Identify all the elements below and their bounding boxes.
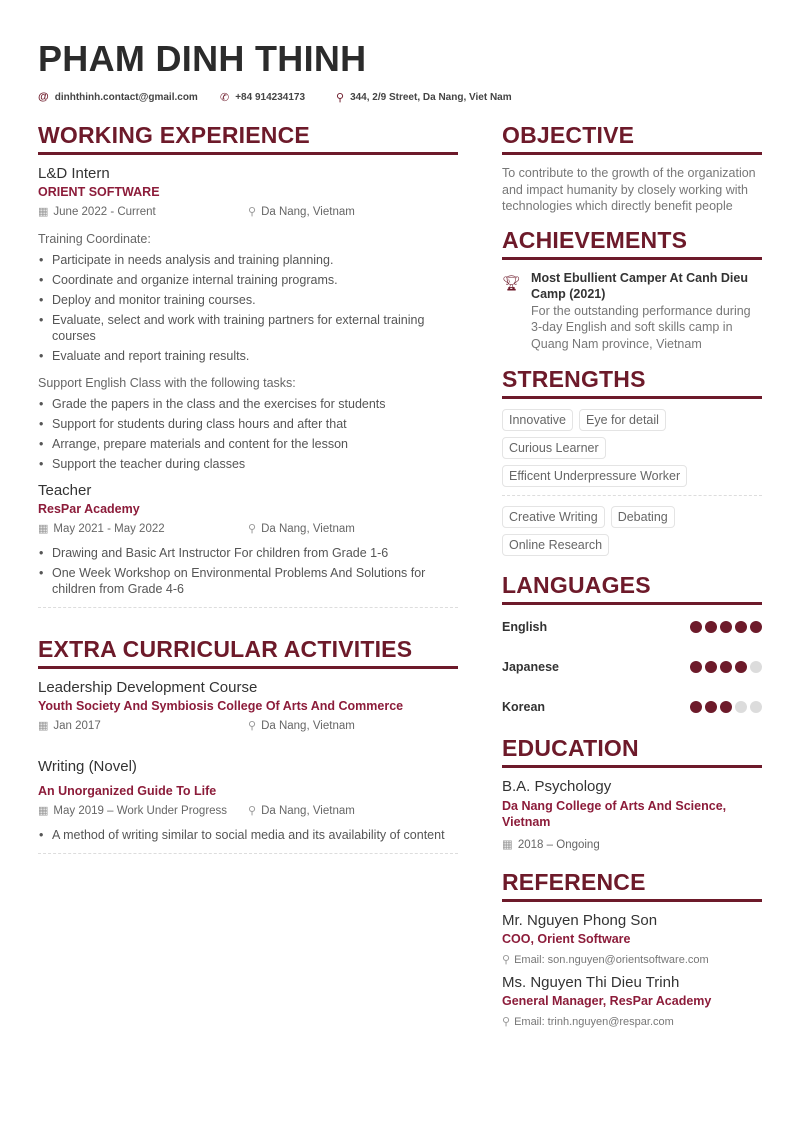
language-level [690, 661, 762, 673]
job-entry [38, 482, 458, 597]
location-pin-icon: ⚲ [248, 523, 257, 535]
language-name: Japanese [502, 659, 559, 674]
activity-location: Da Nang, Vietnam [261, 805, 355, 817]
job-role: L&D Intern [38, 165, 110, 182]
task-list [38, 252, 458, 364]
strength-tags [502, 409, 762, 487]
list-item: • Support for students during class hours and after that [38, 416, 458, 432]
address-text: 344, 2/9 Street, Da Nang, Viet Nam [350, 92, 512, 103]
reference-email-text: Email: trinh.nguyen@respar.com [514, 1016, 674, 1028]
task-group-title: Training Coordinate: [38, 232, 151, 246]
level-dot-filled [720, 701, 732, 713]
contact-email [38, 91, 198, 103]
location-pin-icon: ⚲ [502, 954, 511, 966]
calendar-icon: ▦ [38, 206, 49, 218]
calendar-icon: ▦ [38, 805, 49, 817]
calendar-icon: ▦ [502, 839, 513, 851]
activity-meta [38, 804, 458, 817]
job-date: May 2021 - May 2022 [53, 523, 165, 535]
achievement-desc: For the outstanding performance during 3-day English and soft skills camp in Quang Nam province, Vietnam [531, 303, 751, 351]
list-item: • Coordinate and organize internal training programs. [38, 272, 458, 288]
reference-position: General Manager, ResPar Academy [502, 994, 712, 1008]
language-row [502, 607, 762, 647]
list-item: • One Week Workshop on Environmental Problems And Solutions for children from Grade 4-6 [38, 565, 458, 597]
job-date: June 2022 - Current [53, 206, 156, 218]
activity-date: Jan 2017 [53, 720, 101, 732]
activity-meta [38, 719, 458, 732]
language-list [502, 607, 762, 727]
list-item: • A method of writing similar to social media and its availability of content [38, 827, 458, 843]
job-meta [38, 522, 458, 535]
reference-email [502, 953, 762, 966]
calendar-icon: ▦ [38, 523, 49, 535]
location-pin-icon: ⚲ [248, 720, 257, 732]
job-location: Da Nang, Vietnam [261, 206, 355, 218]
activity-org: Youth Society And Symbiosis College Of Arts And Commerce [38, 699, 404, 713]
contact-phone [220, 91, 305, 104]
achievement-item [502, 270, 762, 353]
activity-date: May 2019 – Work Under Progress [53, 805, 228, 817]
right-column [502, 122, 762, 1028]
reference-email-text: Email: son.nguyen@orientsoftware.com [514, 954, 709, 966]
reference-name: Ms. Nguyen Thi Dieu Trinh [502, 974, 680, 991]
activity-role: Writing (Novel) [38, 758, 137, 775]
level-dot-filled [750, 621, 762, 633]
strength-tag: Debating [611, 506, 675, 528]
language-row [502, 647, 762, 687]
list-item: • Deploy and monitor training courses. [38, 292, 458, 308]
left-column [38, 122, 458, 854]
level-dot-filled [705, 621, 717, 633]
list-item: • Drawing and Basic Art Instructor For children from Grade 1-6 [38, 545, 458, 561]
activity-role: Leadership Development Course [38, 679, 258, 696]
reference-name: Mr. Nguyen Phong Son [502, 912, 658, 929]
job-meta [38, 205, 458, 218]
section-title-working-experience: WORKING EXPERIENCE [38, 122, 458, 155]
job-role: Teacher [38, 482, 92, 499]
level-dot-empty [750, 661, 762, 673]
list-item: • Arrange, prepare materials and content for the lesson [38, 436, 458, 452]
strength-tag: Curious Learner [502, 437, 606, 459]
job-org: ResPar Academy [38, 502, 140, 516]
education-degree: B.A. Psychology [502, 778, 612, 795]
section-title-extra-curricular: EXTRA CURRICULAR ACTIVITIES [38, 636, 458, 669]
contact-address [336, 91, 512, 104]
activity-location: Da Nang, Vietnam [261, 720, 355, 732]
section-title-reference: REFERENCE [502, 869, 762, 902]
level-dot-empty [735, 701, 747, 713]
activity-entry [38, 679, 458, 732]
language-level [690, 621, 762, 633]
section-title-education: EDUCATION [502, 735, 762, 768]
education-meta [502, 837, 762, 851]
list-item: • Evaluate, select and work with training partners for external training courses [38, 312, 458, 344]
section-title-languages: LANGUAGES [502, 572, 762, 605]
level-dot-filled [690, 701, 702, 713]
location-pin-icon: ⚲ [502, 1016, 511, 1028]
section-title-achievements: ACHIEVEMENTS [502, 227, 762, 260]
strength-tag: Innovative [502, 409, 573, 431]
phone-icon: ✆ [220, 92, 230, 104]
section-title-strengths: STRENGTHS [502, 366, 762, 399]
language-level [690, 701, 762, 713]
list-item: • Grade the papers in the class and the exercises for students [38, 396, 458, 412]
divider [38, 607, 458, 608]
divider [38, 853, 458, 854]
task-list [38, 827, 458, 843]
task-list [38, 396, 458, 472]
location-pin-icon: ⚲ [336, 92, 345, 104]
email-text: dinhthinh.contact@gmail.com [54, 91, 198, 103]
activity-entry [38, 758, 458, 843]
task-list [38, 545, 458, 597]
job-entry [38, 165, 458, 472]
language-name: Korean [502, 699, 546, 714]
at-icon: @ [38, 91, 49, 103]
list-item: • Support the teacher during classes [38, 456, 458, 472]
level-dot-filled [735, 661, 747, 673]
candidate-name: PHAM DINH THINH [38, 38, 367, 79]
education-date: 2018 – Ongoing [517, 839, 600, 851]
level-dot-filled [705, 701, 717, 713]
location-pin-icon: ⚲ [248, 805, 257, 817]
reference-position: COO, Orient Software [502, 932, 631, 946]
task-group-title: Support English Class with the following tasks: [38, 376, 296, 390]
level-dot-filled [705, 661, 717, 673]
level-dot-filled [690, 661, 702, 673]
strength-tag: Creative Writing [502, 506, 605, 528]
level-dot-filled [690, 621, 702, 633]
language-name: English [502, 619, 548, 634]
divider [502, 495, 762, 496]
level-dot-empty [750, 701, 762, 713]
education-school: Da Nang College of Arts And Science, Vietnam [502, 799, 727, 829]
reference-entry [502, 974, 762, 1028]
level-dot-filled [735, 621, 747, 633]
objective-text: To contribute to the growth of the organization and impact humanity by closely working with technologies which directly benefit people [502, 166, 756, 213]
phone-text: +84 914234173 [235, 92, 306, 103]
reference-email [502, 1015, 762, 1028]
language-row [502, 687, 762, 727]
job-location: Da Nang, Vietnam [261, 523, 355, 535]
strength-tag: Efficent Underpressure Worker [502, 465, 687, 487]
activity-org: An Unorganized Guide To Life [38, 784, 217, 798]
job-org: ORIENT SOFTWARE [38, 185, 160, 199]
achievement-title: Most Ebullient Camper At Canh Dieu Camp (2021) [531, 270, 748, 301]
section-title-objective: OBJECTIVE [502, 122, 762, 155]
strength-tags [502, 506, 762, 556]
strength-tag: Online Research [502, 534, 609, 556]
list-item: • Participate in needs analysis and training planning. [38, 252, 458, 268]
strength-tag: Eye for detail [579, 409, 666, 431]
reference-entry [502, 912, 762, 966]
calendar-icon: ▦ [38, 720, 49, 732]
trophy-icon: 🏆︎ [502, 274, 522, 292]
level-dot-filled [720, 661, 732, 673]
location-pin-icon: ⚲ [248, 206, 257, 218]
list-item: • Evaluate and report training results. [38, 348, 458, 364]
level-dot-filled [720, 621, 732, 633]
